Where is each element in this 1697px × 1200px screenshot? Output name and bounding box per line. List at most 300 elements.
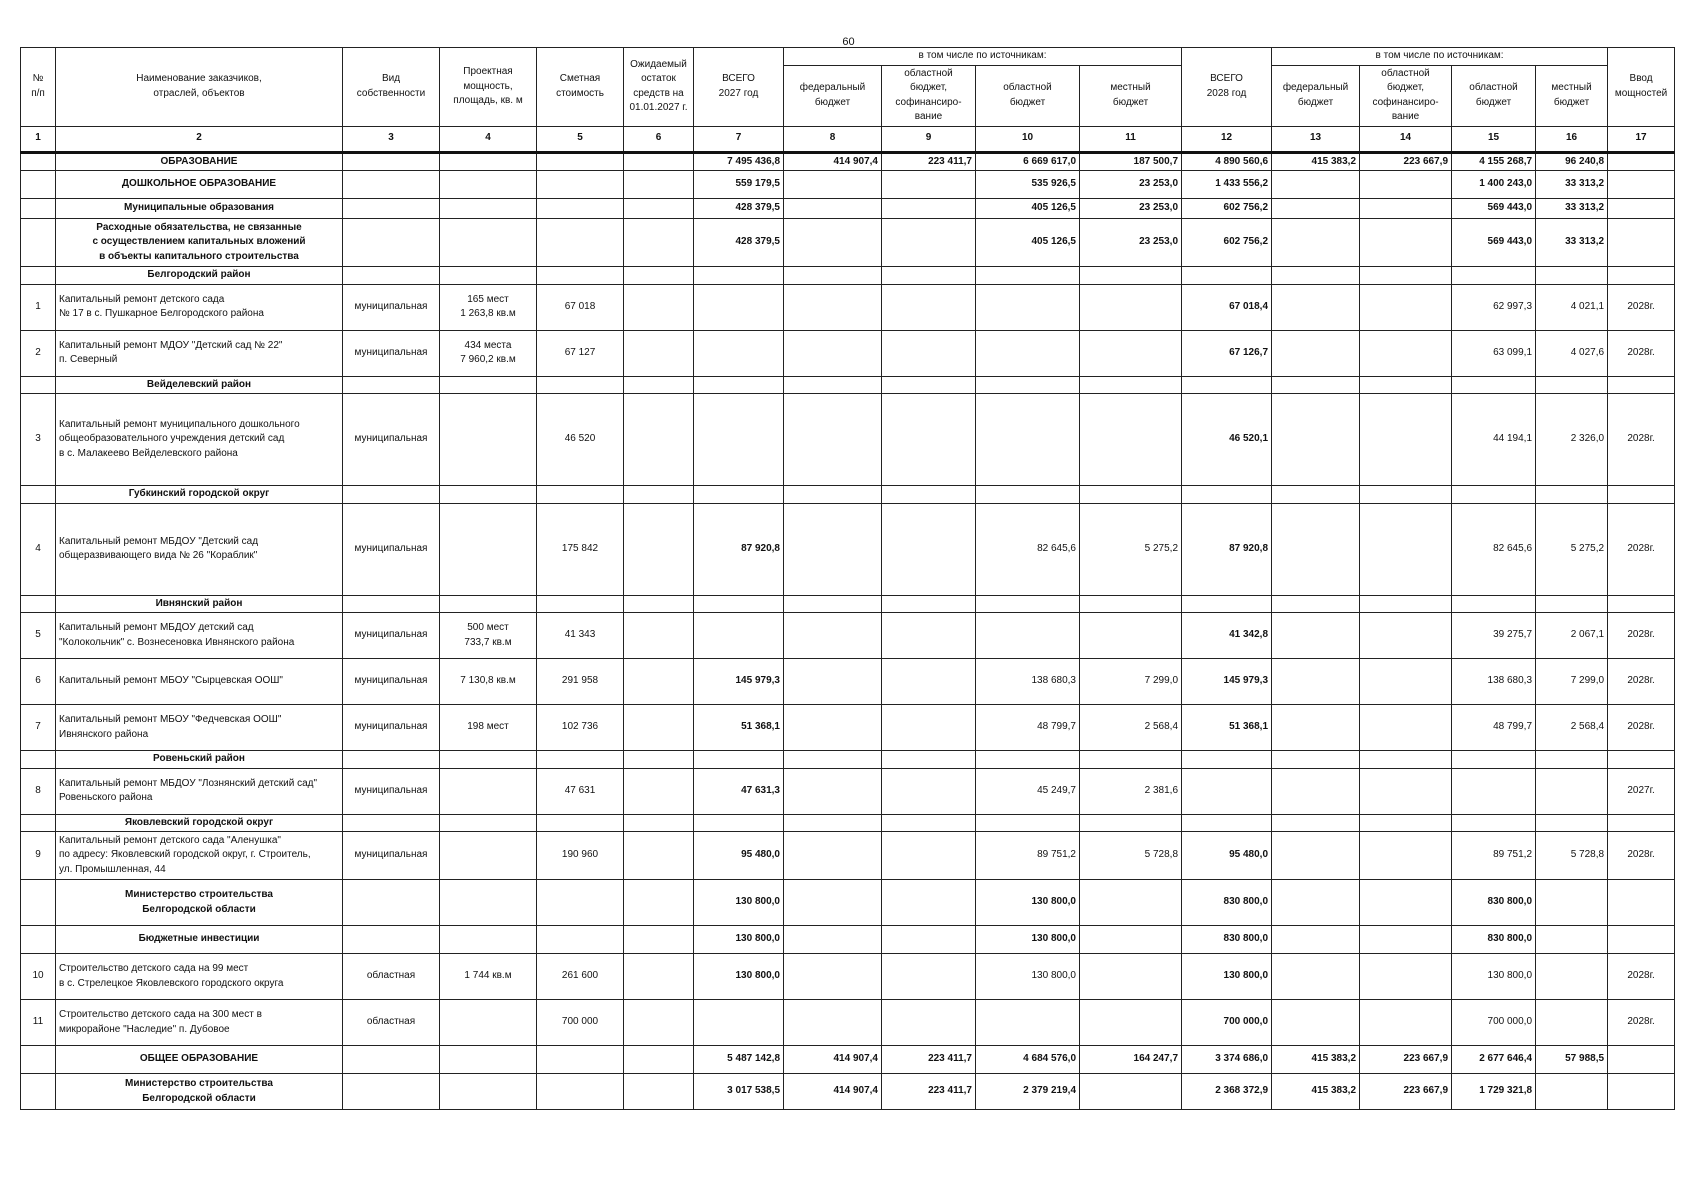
table-cell [343,1046,440,1074]
table-cell: 2 379 219,4 [976,1074,1080,1110]
table-cell [624,219,694,267]
table-cell: Капитальный ремонт МБДОУ "Детский сад общеразвивающего вида № 26 "Кораблик" [56,503,343,595]
table-cell [1536,267,1608,285]
table-cell [784,832,882,880]
table-cell [343,926,440,954]
table-cell [537,814,624,832]
table-cell [343,376,440,394]
table-cell: 405 126,5 [976,219,1080,267]
table-cell [1182,814,1272,832]
table-cell [1360,705,1452,751]
table-cell [976,330,1080,376]
table-cell: Вейделевский район [56,376,343,394]
table-cell: 130 800,0 [1182,954,1272,1000]
table-cell [882,1000,976,1046]
table-cell [1536,926,1608,954]
table-cell: 23 253,0 [1080,199,1182,219]
table-cell: 41 343 [537,613,624,659]
table-cell: 500 мест 733,7 кв.м [440,613,537,659]
table-cell [784,814,882,832]
table-cell: 11 [21,1000,56,1046]
table-cell [1452,751,1536,769]
section-total-row [21,880,1675,926]
header-local-2028: местный бюджет [1536,65,1608,126]
table-cell: 2028г. [1608,503,1675,595]
table-cell: 67 126,7 [1182,330,1272,376]
table-cell: 7 130,8 кв.м [440,659,537,705]
table-cell [440,926,537,954]
table-cell: 223 411,7 [882,152,976,171]
table-cell [882,832,976,880]
table-cell [624,954,694,1000]
table-cell: Ивнянский район [56,595,343,613]
header-sources-2027: в том числе по источникам: [784,48,1182,66]
table-cell [694,751,784,769]
table-cell: Строительство детского сада на 99 мест в с. Стрелецкое Яковлевского городского округа [56,954,343,1000]
table-cell [784,330,882,376]
table-cell: муниципальная [343,394,440,486]
table-cell [1272,1000,1360,1046]
table-cell: 130 800,0 [976,954,1080,1000]
table-cell [1608,152,1675,171]
table-cell: 130 800,0 [1452,954,1536,1000]
table-cell: 138 680,3 [976,659,1080,705]
table-cell [21,751,56,769]
table-cell: 2 067,1 [1536,613,1608,659]
table-cell: 51 368,1 [694,705,784,751]
table-cell [1080,376,1182,394]
table-cell [1272,219,1360,267]
table-cell: 2028г. [1608,613,1675,659]
table-cell [784,1000,882,1046]
column-number-cell: 11 [1080,126,1182,152]
table-cell [784,486,882,504]
table-cell: Капитальный ремонт МБОУ "Федчевская ООШ" Ивнянского района [56,705,343,751]
table-row [21,768,1675,814]
table-cell [976,613,1080,659]
table-cell [537,199,624,219]
table-cell: 4 [21,503,56,595]
table-cell [343,1074,440,1110]
section-total-row [21,926,1675,954]
table-cell [1452,376,1536,394]
table-cell [1272,751,1360,769]
table-cell: 44 194,1 [1452,394,1536,486]
table-cell [440,267,537,285]
table-row [21,1000,1675,1046]
table-cell: 145 979,3 [694,659,784,705]
table-cell [624,832,694,880]
table-cell: 41 342,8 [1182,613,1272,659]
table-cell [976,751,1080,769]
table-cell [624,814,694,832]
table-cell [1608,1074,1675,1110]
table-cell [343,219,440,267]
table-cell: 47 631,3 [694,768,784,814]
table-row [21,954,1675,1000]
table-cell: 2 568,4 [1536,705,1608,751]
table-cell [1360,394,1452,486]
header-regional-cofin-2027: областной бюджет, софинансиро- вание [882,65,976,126]
table-cell [21,595,56,613]
table-cell [882,486,976,504]
column-number-cell: 7 [694,126,784,152]
table-cell: 2028г. [1608,284,1675,330]
table-cell [1360,595,1452,613]
table-cell: 10 [21,954,56,1000]
table-cell: 415 383,2 [1272,1046,1360,1074]
table-cell [440,171,537,199]
table-cell: 1 433 556,2 [1182,171,1272,199]
table-cell: 602 756,2 [1182,219,1272,267]
table-cell [1080,1000,1182,1046]
table-cell: Капитальный ремонт детского сада "Аленушка" по адресу: Яковлевский городской округ, г. Строитель, ул. Промышленная, 44 [56,832,343,880]
table-cell: 223 411,7 [882,1074,976,1110]
table-cell: Капитальный ремонт МБДОУ детский сад "Колокольчик" с. Вознесеновка Ивнянского района [56,613,343,659]
table-cell [694,595,784,613]
table-cell [1272,768,1360,814]
table-cell [784,751,882,769]
table-cell [1080,926,1182,954]
table-cell: 2028г. [1608,832,1675,880]
table-cell [1536,814,1608,832]
table-cell [21,376,56,394]
table-cell: 4 155 268,7 [1452,152,1536,171]
table-cell: 89 751,2 [976,832,1080,880]
table-cell [1360,832,1452,880]
table-cell [624,751,694,769]
table-cell: 87 920,8 [694,503,784,595]
table-cell [784,171,882,199]
table-cell [624,376,694,394]
table-cell [1608,376,1675,394]
column-number-cell: 1 [21,126,56,152]
table-cell: 5 [21,613,56,659]
table-cell: 2028г. [1608,954,1675,1000]
table-cell [784,503,882,595]
table-cell: 223 667,9 [1360,152,1452,171]
table-cell: Министерство строительства Белгородской области [56,880,343,926]
table-cell: ОБРАЗОВАНИЕ [56,152,343,171]
table-cell [882,171,976,199]
header-federal-2028: федеральный бюджет [1272,65,1360,126]
table-cell: 145 979,3 [1182,659,1272,705]
table-cell: 2 677 646,4 [1452,1046,1536,1074]
table-cell: 3 [21,394,56,486]
table-cell [21,267,56,285]
table-cell: 33 313,2 [1536,171,1608,199]
table-cell [1272,330,1360,376]
table-cell [537,595,624,613]
table-cell [21,199,56,219]
column-numbers-row [21,126,1675,152]
table-cell: 130 800,0 [694,926,784,954]
table-cell: 190 960 [537,832,624,880]
table-cell [1272,814,1360,832]
table-cell [784,595,882,613]
header-total-2028: ВСЕГО 2028 год [1182,48,1272,127]
table-cell: Белгородский район [56,267,343,285]
table-cell: муниципальная [343,832,440,880]
table-cell [882,267,976,285]
table-cell: 2028г. [1608,1000,1675,1046]
table-cell [694,613,784,659]
table-cell: 830 800,0 [1182,926,1272,954]
table-cell: 830 800,0 [1182,880,1272,926]
table-cell [1360,814,1452,832]
table-row [21,659,1675,705]
table-cell [1360,751,1452,769]
table-cell: муниципальная [343,613,440,659]
table-cell [1272,595,1360,613]
table-cell: 96 240,8 [1536,152,1608,171]
table-cell [1360,219,1452,267]
table-cell [1272,832,1360,880]
table-cell [21,171,56,199]
table-cell [1272,376,1360,394]
table-cell [1360,267,1452,285]
table-cell: 57 988,5 [1536,1046,1608,1074]
table-cell: 175 842 [537,503,624,595]
district-header-row [21,814,1675,832]
column-number-cell: 8 [784,126,882,152]
table-cell: 700 000,0 [1182,1000,1272,1046]
table-cell: 405 126,5 [976,199,1080,219]
table-cell [440,152,537,171]
table-cell [976,595,1080,613]
table-cell: ДОШКОЛЬНОЕ ОБРАЗОВАНИЕ [56,171,343,199]
table-cell [440,219,537,267]
table-cell: 33 313,2 [1536,199,1608,219]
table-cell [1080,814,1182,832]
table-cell: 700 000,0 [1452,1000,1536,1046]
table-cell: 223 667,9 [1360,1046,1452,1074]
column-number-cell: 5 [537,126,624,152]
table-cell [694,284,784,330]
header-cost: Сметная стоимость [537,48,624,127]
table-cell [1452,768,1536,814]
district-header-row [21,486,1675,504]
table-cell: 130 800,0 [694,954,784,1000]
table-cell [882,284,976,330]
table-cell [1608,880,1675,926]
table-cell: 1 [21,284,56,330]
table-cell [882,219,976,267]
table-cell [1452,595,1536,613]
table-cell [882,199,976,219]
table-cell [976,814,1080,832]
table-cell [440,814,537,832]
table-cell: 602 756,2 [1182,199,1272,219]
table-cell: 223 667,9 [1360,1074,1452,1110]
table-cell: 414 907,4 [784,1074,882,1110]
table-cell: 82 645,6 [976,503,1080,595]
table-cell [343,751,440,769]
district-header-row [21,595,1675,613]
table-cell [976,284,1080,330]
table-cell: 7 299,0 [1080,659,1182,705]
table-cell [21,486,56,504]
table-cell [537,171,624,199]
table-cell [694,814,784,832]
table-cell [1360,954,1452,1000]
table-cell [1080,595,1182,613]
table-cell [537,267,624,285]
table-cell: 5 275,2 [1536,503,1608,595]
table-cell: 7 299,0 [1536,659,1608,705]
table-cell: муниципальная [343,659,440,705]
table-cell [624,768,694,814]
table-cell [624,926,694,954]
table-cell [440,1046,537,1074]
table-cell: 23 253,0 [1080,219,1182,267]
table-cell [1536,1000,1608,1046]
table-cell [1080,330,1182,376]
table-cell [624,394,694,486]
table-cell [343,486,440,504]
table-cell [440,880,537,926]
table-cell: Капитальный ремонт МДОУ "Детский сад № 22" п. Северный [56,330,343,376]
table-cell: 187 500,7 [1080,152,1182,171]
table-cell [694,330,784,376]
table-cell: 2 326,0 [1536,394,1608,486]
table-cell: 39 275,7 [1452,613,1536,659]
table-cell: 48 799,7 [976,705,1080,751]
table-cell [440,503,537,595]
table-cell: муниципальная [343,503,440,595]
table-cell [440,376,537,394]
table-row [21,394,1675,486]
table-cell: 830 800,0 [1452,926,1536,954]
table-cell [624,486,694,504]
district-header-row [21,267,1675,285]
table-cell [1272,486,1360,504]
table-cell [343,814,440,832]
table-cell [694,486,784,504]
table-cell: 46 520 [537,394,624,486]
table-cell: 2028г. [1608,330,1675,376]
table-cell [537,376,624,394]
table-cell [1536,768,1608,814]
section-total-row [21,219,1675,267]
table-row [21,284,1675,330]
table-cell [1536,376,1608,394]
table-cell [976,376,1080,394]
table-cell [784,613,882,659]
table-cell: Капитальный ремонт муниципального дошкольного общеобразовательного учреждения детский сад в с. Малакеево Вейделевского района [56,394,343,486]
section-total-row [21,171,1675,199]
table-cell [1608,1046,1675,1074]
table-cell [537,751,624,769]
table-cell: 569 443,0 [1452,199,1536,219]
table-cell: муниципальная [343,330,440,376]
table-cell: Капитальный ремонт детского сада № 17 в с. Пушкарное Белгородского района [56,284,343,330]
section-total-row [21,152,1675,171]
table-cell [537,486,624,504]
table-cell [882,814,976,832]
header-sources-2028: в том числе по источникам: [1272,48,1608,66]
table-cell [1608,751,1675,769]
table-cell [1360,503,1452,595]
table-cell [21,880,56,926]
table-cell [1272,199,1360,219]
table-cell: 3 374 686,0 [1182,1046,1272,1074]
table-cell [1272,880,1360,926]
table-cell [1182,486,1272,504]
table-cell: 198 мест [440,705,537,751]
table-cell: 164 247,7 [1080,1046,1182,1074]
table-cell [1080,613,1182,659]
table-cell [1536,880,1608,926]
table-cell [882,376,976,394]
table-cell [1182,267,1272,285]
table-cell [882,330,976,376]
section-total-row [21,199,1675,219]
table-cell [624,267,694,285]
table-cell [343,595,440,613]
table-cell [624,171,694,199]
header-regional-2028: областной бюджет [1452,65,1536,126]
table-cell: 1 400 243,0 [1452,171,1536,199]
table-cell [784,284,882,330]
table-cell: 33 313,2 [1536,219,1608,267]
table-cell: Бюджетные инвестиции [56,926,343,954]
table-cell [440,394,537,486]
table-cell: 5 728,8 [1536,832,1608,880]
table-cell [1182,376,1272,394]
table-cell [21,814,56,832]
table-cell [784,954,882,1000]
table-cell [694,394,784,486]
table-cell [624,595,694,613]
table-cell: 415 383,2 [1272,1074,1360,1110]
header-regional-cofin-2028: областной бюджет, софинансиро- вание [1360,65,1452,126]
table-cell: 130 800,0 [694,880,784,926]
table-cell [882,659,976,705]
table-cell: 428 379,5 [694,219,784,267]
table-cell [624,613,694,659]
table-cell: 47 631 [537,768,624,814]
table-cell: 2027г. [1608,768,1675,814]
table-cell [624,330,694,376]
table-cell [882,880,976,926]
column-number-cell: 10 [976,126,1080,152]
table-cell: 51 368,1 [1182,705,1272,751]
table-cell [537,1046,624,1074]
column-number-cell: 6 [624,126,694,152]
table-cell [1536,595,1608,613]
table-cell [1536,954,1608,1000]
table-cell [537,880,624,926]
table-cell: 62 997,3 [1452,284,1536,330]
table-cell [1080,751,1182,769]
table-cell [1608,267,1675,285]
table-cell: 82 645,6 [1452,503,1536,595]
table-cell [1182,751,1272,769]
table-cell: Ровеньский район [56,751,343,769]
table-row [21,503,1675,595]
table-cell [784,376,882,394]
table-cell [624,880,694,926]
table-cell: Капитальный ремонт МБОУ "Сырцевская ООШ" [56,659,343,705]
table-cell: 7 495 436,8 [694,152,784,171]
table-cell: 89 751,2 [1452,832,1536,880]
table-cell: 559 179,5 [694,171,784,199]
table-cell [537,926,624,954]
district-header-row [21,751,1675,769]
table-cell: 2 381,6 [1080,768,1182,814]
column-number-cell: 2 [56,126,343,152]
